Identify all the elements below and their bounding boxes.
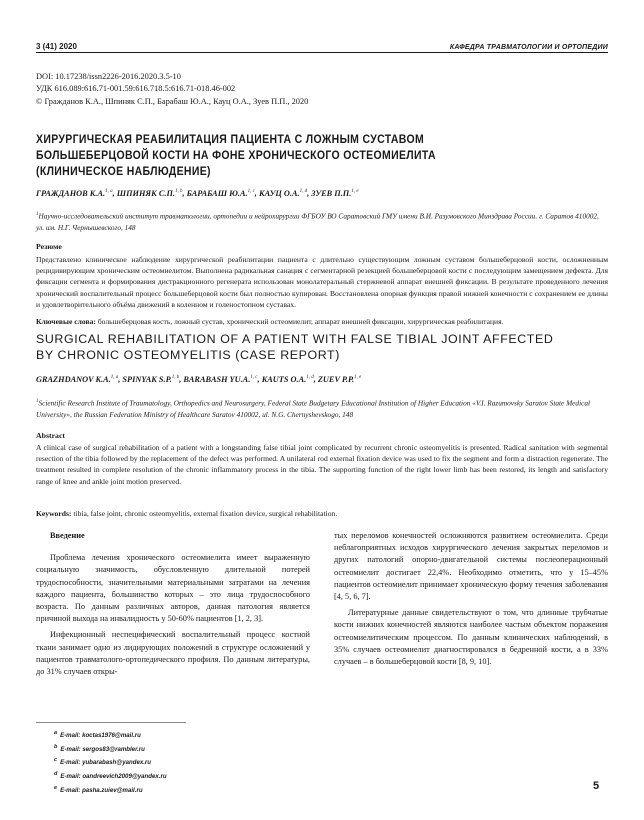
author: KAUTS O.A. — [261, 375, 307, 384]
footnote-divider — [36, 722, 186, 723]
abstract-label-ru: Резюме — [36, 242, 62, 251]
title-en: SURGICAL REHABILITATION OF A PATIENT WITH FALSE TIBIAL JOINT AFFECTED BY CHRONIC OSTEOMYELITIS (CASE REPORT) — [36, 332, 554, 362]
footnote-email[interactable]: $^b$ E-mail: sergos83@rambler.ru — [54, 743, 145, 753]
body-right-column — [334, 530, 608, 668]
abstract-en: A clinical case of surgical rehabilitation of a patient with a longstanding false tibial joint complicated by recurrent chronic osteomyelitis is presented. Radical sanitation with segmental resection of the tibia followed by the replacement of the defect was performed. A unilateral rod external fixation device was used to fix the segment and form a distraction regenerate. The treatment resulted in complete resolution of the chronic inflammatory process in the tibia. The supporting function of the right lower limb has been restored, its length and satisfactory range of knee and ankle joint motion preserved. — [36, 443, 608, 486]
page-number: 5 — [593, 780, 600, 792]
abstract-ru: Представлено клиническое наблюдение хирургической реабилитации пациента с длительно существующим ложным суставом большеберцовой кости, осложненным рецидивирующим хроническим остеомиелитом. Выполнена радикальная санация с сегментарной резекцией большеберцовой кости с последующим замещением дефекта. Для фиксации сегмента и формирования дистракционного регенерата использован монолатеральный стержневой аппарат внешней фиксации. В результате проведенного лечения хронический воспалительный процесс большеберцовой кости был полностью купирован. Восстановлена опорная функция правой нижней конечности с сохранением ее длины и удовлетворительного объёма движений в коленном и голеностопном суставах. — [36, 255, 608, 309]
footnote-email[interactable]: $^a$ E-mail: koctas1976@mail.ru — [54, 730, 141, 740]
running-header — [36, 37, 608, 51]
author: GRAZHDANOV K.A. — [36, 375, 111, 384]
author: ZUEV P.P. — [317, 375, 355, 384]
footnotes — [54, 728, 167, 796]
authors-en: GRAZHDANOV K.A.$^{1, a}$, SPINYAK S.P.$^{1, b}$, BARABASH YU.A.$^{1, c}$, KAUTS O.A.$^{1, d}$, ZUEV P.P.$^{1, e}$ — [36, 375, 362, 384]
author: ЗУЕВ П.П. — [311, 189, 352, 198]
title-ru: ХИРУРГИЧЕСКАЯ РЕАБИЛИТАЦИЯ ПАЦИЕНТА С ЛОЖНЫМ СУСТАВОМ БОЛЬШЕБЕРЦОВОЙ КОСТИ НА ФОНЕ ХРОНИЧЕСКОГО ОСТЕОМИЕЛИТА (КЛИНИЧЕСКОЕ НАБЛЮДЕНИЕ) — [36, 132, 436, 178]
author: SPINYAK S.P. — [122, 375, 172, 384]
authors-ru: ГРАЖДАНОВ К.А.$^{1, a}$, ШПИНЯК С.П.$^{1, b}$, БАРАБАШ Ю.А.$^{1, c}$, КАУЦ О.А.$^{1, d}$, ЗУЕВ П.П.$^{1, e}$ — [36, 189, 359, 198]
author: ГРАЖДАНОВ К.А. — [36, 189, 106, 198]
department-label: КАФЕДРА ТРАВМАТОЛОГИИ И ОРТОПЕДИИ — [449, 44, 608, 51]
affiliation-en: $^1$Scientific Research Institute of Traumatology, Orthopedics and Neurosurgery, Federal State Budgetary Educational Institution of Higher Education «V.I. Razumovsky Saratov State Medical University», the Russian Federation Ministry of Healthcare Saratov 410002, ul. N.G. Chernyshevskogo, 148 — [36, 398, 591, 419]
abstract-label-en: Abstract — [36, 431, 66, 440]
doi: DOI: 10.17238/issn2226-2016.2020.3.5-10 — [36, 72, 181, 81]
paragraph: Литературные данные свидетельствуют о том, что длинные трубчатые кости нижних конечностей являются наиболее частым объектом поражения остеомиелитическим процессом. По данным клинических наблюдений, в 35% случаев остеомиелит диагностировался в бедренной кости, а в 33% случаев – в большеберцовой кости [8, 9, 10]. — [334, 608, 608, 667]
footnote-email[interactable]: $^d$ E-mail: oandreevich2009@yandex.ru — [54, 770, 167, 780]
paragraph: Проблема лечения хронического остеомиелита имеет выраженную социальную значимость, обусловленную длительной потерей трудоспособности, значительными материальными затратами на лечения каждого пациента, большинство которых – это лица трудоспособного возраста. По данным различных авторов, данная патология является причиной выхода на инвалидность у 50-60% пациентов [1, 2, 3]. — [36, 553, 310, 624]
body-left-column — [36, 530, 310, 678]
keywords-en: Keywords: tibia, false joint, chronic osteomyelitis, external fixation device, surgical rehabilitation. — [36, 509, 338, 518]
journal-issue: 3 (41) 2020 — [36, 42, 77, 51]
author: КАУЦ О.А. — [258, 189, 300, 198]
affiliation-ru: $^1$Научно-исследовательский институт травматологии, ортопедии и нейрохирургии ФГБОУ ВО Саратовский ГМУ имени В.И. Разумовского Минздрава России. г. Саратов 410002, ул. им. Н.Г. Чернышевского, 148 — [36, 211, 599, 232]
footnote-email[interactable]: $^c$ E-mail: yubarabash@yandex.ru — [54, 757, 152, 767]
header-divider — [36, 52, 608, 53]
author: БАРАБАШ Ю.А. — [186, 189, 248, 198]
author: BARABASH YU.A. — [183, 375, 251, 384]
paragraph: Инфекционный неспецифический воспалительный процесс костной ткани занимает одно из лидирующих положений в структуре осложнений у пациентов травматолого-ортопедического профиля. По данным литературы, до 31% случаев откры- — [36, 630, 310, 677]
author: ШПИНЯК С.П. — [116, 189, 175, 198]
udc: УДК 616.089:616.71-001.59:616.718.5:616.71-018.46-002 — [36, 84, 236, 94]
paragraph: тых переломов конечностей осложняются развитием остеомиелита. Среди неблагоприятных исходов хирургического лечения закрытых переломов и других патологий опорно-двигательной системы послеоперационный остеомиелит достигает 22,4%. Необходимо отметить, что у 15–45% пациентов остеомиелит принимает хроническую форму течения заболевания [4, 5, 6, 7]. — [334, 531, 608, 602]
article-meta — [36, 71, 608, 108]
footnote-email[interactable]: $^e$ E-mail: pasha.zuiev@mail.ru — [54, 784, 143, 794]
keywords-ru: Ключевые слова: большеберцовая кость, ложный сустав, хронический остеомиелит, аппарат внешней фиксации, хирургическая реабилитация. — [36, 317, 504, 326]
intro-heading: Введение — [50, 531, 85, 540]
copyright: © Гражданов К.А., Шпиняк С.П., Барабаш Ю.А., Кауц О.А., Зуев П.П., 2020 — [36, 96, 309, 106]
